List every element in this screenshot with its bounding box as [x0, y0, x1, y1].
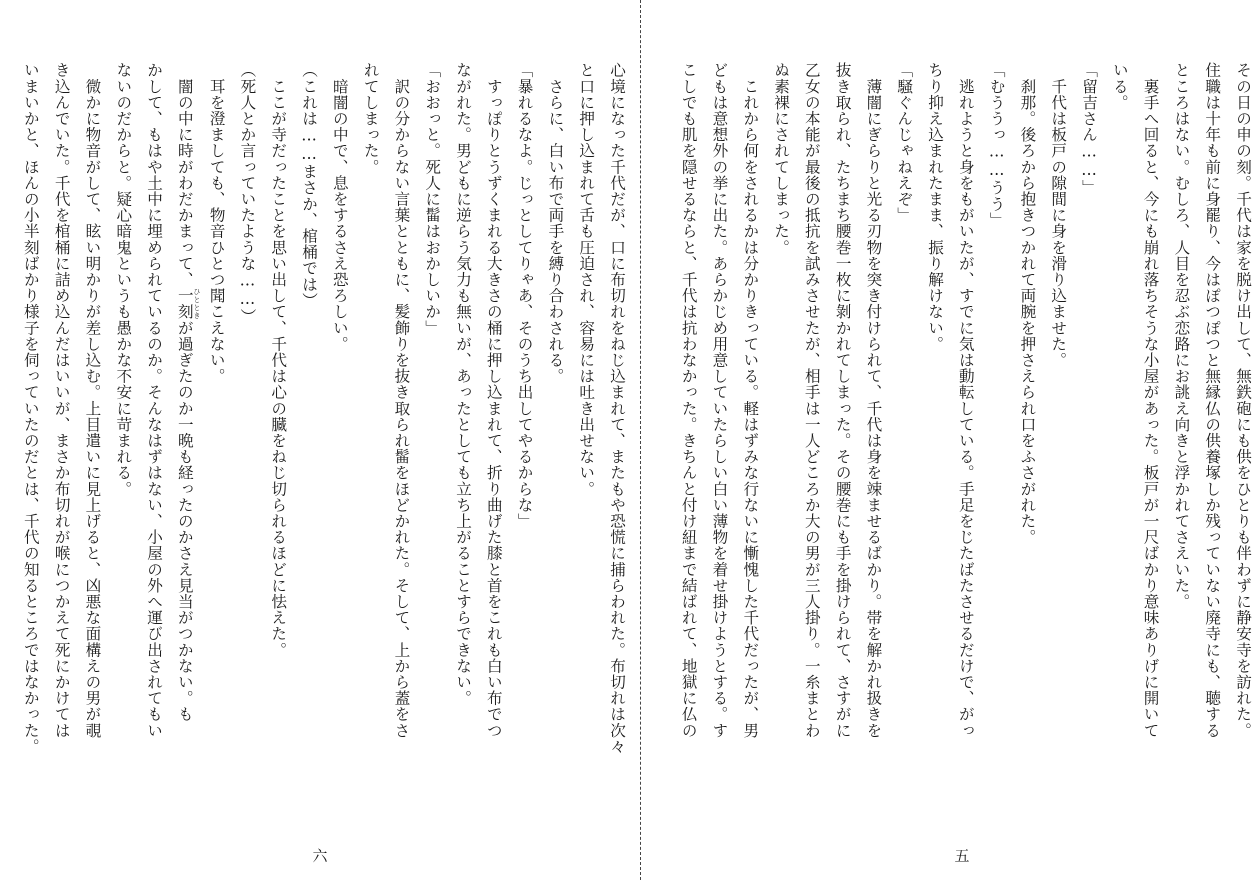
- page-number: 六: [312, 847, 328, 865]
- page-gutter-divider: [640, 0, 641, 880]
- ruby-line-before: 闇の中に時がわだかまって、: [175, 62, 194, 288]
- text-line: その日の申の刻。千代は家を脱け出して、無鉄砲にも供をひとりも伴わずに静安寺を訪れた。: [1234, 62, 1252, 739]
- text-line: （これは……まさか、棺桶では）: [300, 62, 319, 309]
- text-line: 訳の分からない言葉とともに、髪飾りを抜き取られ髷をほどかれた。そして、上から蓋をさ: [392, 62, 411, 739]
- ruby-line-after: が過ぎたのか一晩も経ったのかさえ見当がつかない。も: [175, 319, 194, 723]
- page-number: 五: [954, 847, 970, 865]
- text-line: ながれた。男どもに逆らう気力も無いが、あったとしても立ち上がることすらできない。: [454, 62, 473, 706]
- text-line: 抜き取られ、たちまち腰巻一枚に剝かれてしまった。その腰巻にも手を掛けられて、さすがに: [833, 62, 852, 739]
- text-line: と口に押し込まれて舌も圧迫され、容易には吐き出せない。: [577, 62, 596, 497]
- right-page: [642, 0, 1260, 880]
- text-line: 薄闇にぎらりと光る刃物を突き付けられて、千代は身を竦ませるばかり。帯を解かれ扱きを: [864, 62, 883, 739]
- text-line: すっぽりとうずくまれる大きさの桶に押し込まれて、折り曲げた膝と首をこれも白い布でつ: [484, 62, 503, 739]
- right-page-text: [658, 62, 1258, 752]
- text-line: 暗闇の中で、息をするさえ恐ろしい。: [330, 62, 349, 352]
- text-line: これから何をされるかは分かりきっている。軽はずみな行ないに慚愧した千代だったが、男: [741, 62, 760, 739]
- text-line: 「騒ぐんじゃねえぞ」: [895, 62, 914, 223]
- text-line: こしでも肌を隠せるならと、千代は抗わなかった。きちんと付け紐まで結ばれて、地獄に仏の: [679, 62, 698, 739]
- text-line-with-ruby: [169, 62, 201, 752]
- text-line: 逃れようと身をもがいたが、すでに気は動転している。手足をじたばたさせるだけで、がっ: [956, 62, 975, 739]
- text-line: 心境になった千代だが、口に布切れをねじ込まれて、またもや恐慌に捕らわれた。布切れは次々: [608, 62, 626, 755]
- text-line: 微かに物音がして、眩い明かりが差し込む。上目遣いに見上げると、凶悪な面構えの男が覗: [83, 62, 102, 739]
- text-line: れてしまった。: [361, 62, 380, 175]
- text-line: ぬ素裸にされてしまった。: [772, 62, 791, 256]
- text-line: どもは意想外の挙に出た。あらかじめ用意していたらしい白い薄物を着せ掛けようとする。す: [710, 62, 729, 739]
- text-line: 「留吉さん……」: [1080, 62, 1099, 196]
- text-line: いまいかと、ほんの小半刻ばかり様子を伺っていたのだとは、千代の知るところではなかった。: [21, 62, 40, 755]
- text-line: （死人とか言っていたような……）: [238, 62, 257, 325]
- text-line: 裏手へ回ると、今にも崩れ落ちそうな小屋があった。板戸が一尺ばかり意味ありげに開いて: [1141, 62, 1160, 739]
- text-line: かして、もはや土中に埋められているのか。そんなはずはない、小屋の外へ運び出されてもい: [145, 62, 164, 739]
- text-line: ここが寺だったことを思い出して、千代は心の臓をねじ切られるほどに怯えた。: [269, 62, 288, 658]
- text-line: いる。: [1110, 62, 1129, 111]
- text-line: 耳を澄ましても、物音ひとつ聞こえない。: [207, 62, 226, 384]
- text-line: 「むううっ……うう」: [987, 62, 1006, 228]
- ruby-reading: ひととき: [192, 287, 201, 320]
- text-line: さらに、白い布で両手を縛り合わされる。: [546, 62, 565, 384]
- ruby-annotation: [175, 287, 201, 320]
- text-line: 刹那。後ろから抱きつかれて両腕を押さえられ口をふさがれた。: [1018, 62, 1037, 545]
- text-line: 「暴れるなよ。じっとしてりゃあ、そのうち出してやるからな」: [515, 62, 534, 529]
- text-line: ないのだからと。疑心暗鬼というも愚かな不安に苛まれる。: [114, 62, 133, 497]
- left-page-text: [18, 62, 632, 755]
- text-line: 千代は板戸の隙間に身を滑り込ませた。: [1049, 62, 1068, 368]
- text-line: 住職は十年も前に身罷り、今はぽつぽつと無縁仏の供養塚しか残っていない廃寺にも、聴する: [1203, 62, 1222, 739]
- text-line: 「おおっと。死人に髷はおかしいか」: [423, 62, 442, 336]
- text-line: ところはない。むしろ、人目を忍ぶ恋路にお誂え向きと浮かれてさえいた。: [1172, 62, 1191, 610]
- text-line: 乙女の本能が最後の抵抗を試みさせたが、相手は一人どころか大の男が三人掛り。一糸まとわ: [802, 62, 821, 739]
- text-line: き込んでいた。千代を棺桶に詰め込んだはいいが、まさか布切れが喉につかえて死にかけては: [52, 62, 71, 739]
- text-line: ちり抑え込まれたまま、振り解けない。: [926, 62, 945, 352]
- ruby-base: 一刻: [175, 287, 194, 320]
